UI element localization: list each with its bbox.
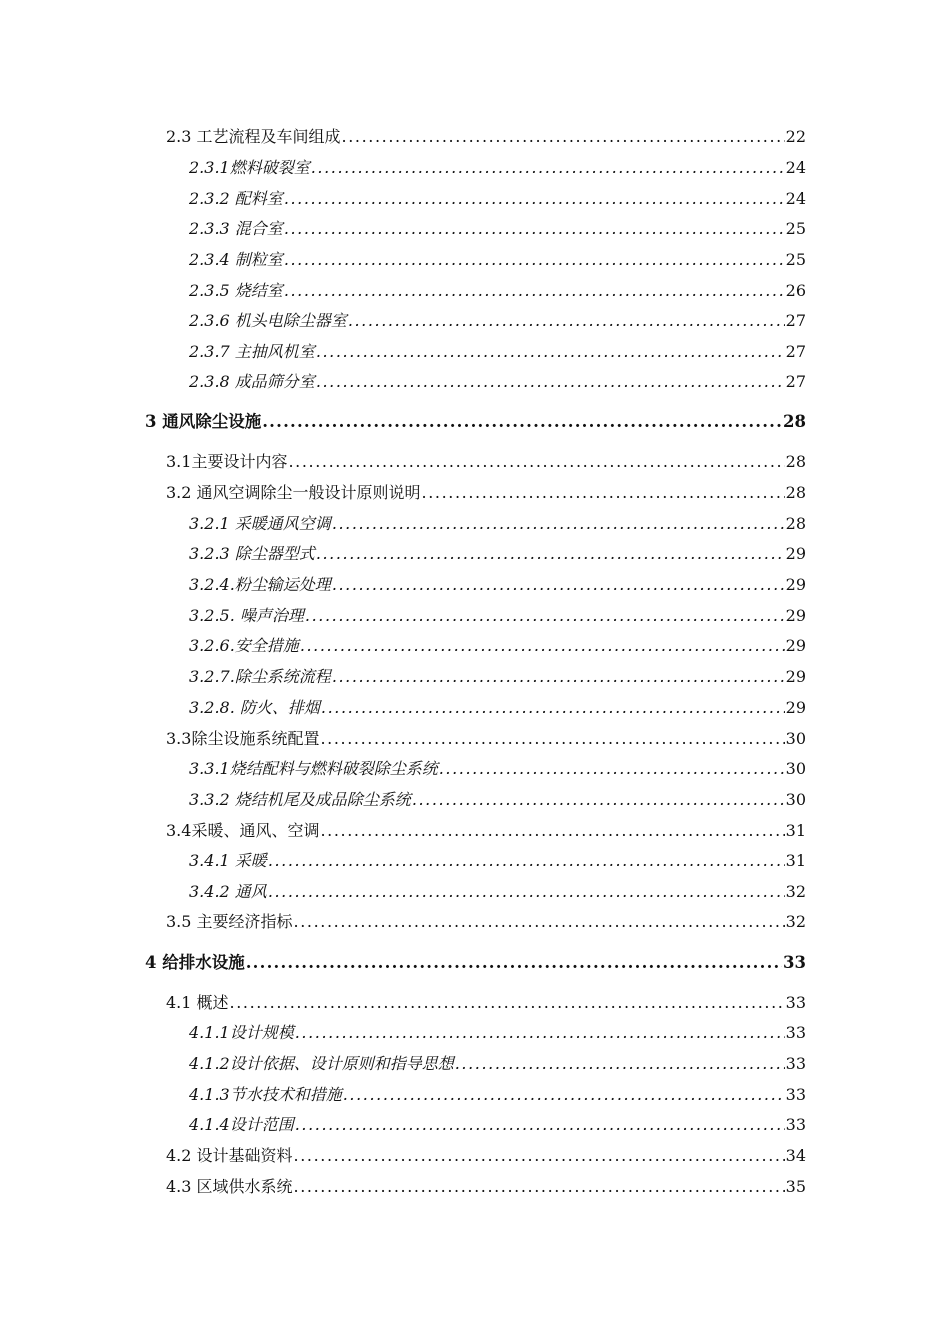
toc-chapter-entry[interactable] (145, 953, 806, 973)
toc-subsection-entry[interactable] (189, 698, 806, 718)
toc-section-entry[interactable] (166, 1177, 806, 1197)
toc-entry-title: 3 通风除尘设施 (145, 412, 262, 431)
dot-leader (342, 127, 785, 147)
dot-leader (284, 250, 785, 270)
toc-entry-title: 4.3 区域供水系统 (166, 1177, 293, 1196)
toc-subsection-entry[interactable] (189, 372, 806, 392)
toc-page-number: 27 (785, 311, 806, 330)
toc-page-number: 30 (785, 790, 806, 809)
toc-section-entry[interactable] (166, 483, 806, 503)
toc-page-number: 31 (785, 821, 806, 840)
dot-leader (348, 311, 785, 331)
toc-subsection-entry[interactable] (189, 759, 806, 779)
toc-entry-title: 2.3.4 制粒室 (189, 250, 283, 269)
toc-entry-title: 4.1.2设计依据、设计原则和指导思想 (189, 1054, 454, 1073)
toc-page-number: 33 (785, 1054, 806, 1073)
toc-page-number: 24 (785, 158, 806, 177)
toc-entry-title: 3.3除尘设施系统配置 (166, 729, 320, 748)
dot-leader (294, 1146, 785, 1166)
toc-page-number: 30 (785, 729, 806, 748)
toc-entry-title: 3.2.8. 防火、排烟 (189, 698, 320, 717)
dot-leader (332, 667, 785, 687)
dot-leader (320, 821, 784, 841)
toc-entry-title: 3.3.2 烧结机尾及成品除尘系统 (189, 790, 411, 809)
toc-page-number: 29 (785, 544, 806, 563)
toc-subsection-entry[interactable] (189, 219, 806, 239)
toc-entry-title: 4.1.3节水技术和措施 (189, 1085, 342, 1104)
toc-entry-title: 4.2 设计基础资料 (166, 1146, 293, 1165)
toc-page-number: 25 (785, 219, 806, 238)
toc-entry-title: 3.3.1烧结配料与燃料破裂除尘系统 (189, 759, 438, 778)
toc-entry-title: 3.4采暖、通风、空调 (166, 821, 320, 840)
toc-subsection-entry[interactable] (189, 790, 806, 810)
toc-subsection-entry[interactable] (189, 158, 806, 178)
toc-subsection-entry[interactable] (189, 544, 806, 564)
dot-leader (230, 993, 785, 1013)
toc-subsection-entry[interactable] (189, 575, 806, 595)
dot-leader (300, 636, 785, 656)
toc-page-number: 27 (785, 342, 806, 361)
dot-leader (295, 1115, 785, 1135)
dot-leader (294, 1177, 785, 1197)
dot-leader (268, 851, 785, 871)
toc-entry-title: 4.1 概述 (166, 993, 229, 1012)
dot-leader (422, 483, 785, 503)
toc-entry-title: 3.4.1 采暖 (189, 851, 267, 870)
dot-leader (288, 452, 784, 472)
dot-leader (294, 912, 785, 932)
toc-section-entry[interactable] (166, 912, 806, 932)
toc-page-number: 25 (785, 250, 806, 269)
dot-leader (284, 281, 785, 301)
toc-entry-title: 2.3 工艺流程及车间组成 (166, 127, 341, 146)
dot-leader (284, 189, 785, 209)
toc-entry-title: 3.2.1 采暖通风空调 (189, 514, 331, 533)
toc-entry-title: 2.3.1燃料破裂室 (189, 158, 310, 177)
dot-leader (332, 514, 785, 534)
toc-page-number: 22 (785, 127, 806, 146)
toc-page-number: 30 (785, 759, 806, 778)
dot-leader (321, 698, 785, 718)
toc-page-number: 28 (785, 514, 806, 533)
toc-entry-title: 2.3.3 混合室 (189, 219, 283, 238)
toc-page-number: 28 (785, 483, 806, 502)
toc-subsection-entry[interactable] (189, 1054, 806, 1074)
dot-leader (316, 342, 785, 362)
dot-leader (332, 575, 785, 595)
toc-entry-title: 3.1主要设计内容 (166, 452, 288, 471)
toc-section-entry[interactable] (166, 993, 806, 1013)
toc-subsection-entry[interactable] (189, 636, 806, 656)
toc-entry-title: 2.3.2 配料室 (189, 189, 283, 208)
toc-entry-title: 4.1.4设计范围 (189, 1115, 294, 1134)
toc-entry-title: 2.3.8 成品筛分室 (189, 372, 315, 391)
dot-leader (262, 412, 782, 432)
toc-page-number: 28 (783, 412, 806, 431)
toc-section-entry[interactable] (166, 821, 806, 841)
toc-entry-title: 3.2.6.安全措施 (189, 636, 299, 655)
toc-subsection-entry[interactable] (189, 1085, 806, 1105)
dot-leader (284, 219, 785, 239)
toc-page-number: 29 (785, 667, 806, 686)
toc-page-number: 35 (785, 1177, 806, 1196)
toc-page-number: 31 (785, 851, 806, 870)
toc-page-number: 34 (785, 1146, 806, 1165)
dot-leader (295, 1023, 785, 1043)
toc-section-entry[interactable] (166, 127, 806, 147)
toc-page-number: 29 (785, 698, 806, 717)
toc-page-number: 29 (785, 636, 806, 655)
dot-leader (246, 953, 782, 973)
toc-subsection-entry[interactable] (189, 851, 806, 871)
toc-subsection-entry[interactable] (189, 250, 806, 270)
dot-leader (268, 882, 785, 902)
dot-leader (316, 544, 785, 564)
toc-subsection-entry[interactable] (189, 311, 806, 331)
toc-entry-title: 2.3.6 机头电除尘器室 (189, 311, 347, 330)
toc-page-number: 32 (785, 912, 806, 931)
toc-entry-title: 3.4.2 通风 (189, 882, 267, 901)
toc-chapter-entry[interactable] (145, 412, 806, 432)
toc-page-number: 32 (785, 882, 806, 901)
dot-leader (311, 158, 785, 178)
toc-section-entry[interactable] (166, 452, 806, 472)
dot-leader (412, 790, 785, 810)
dot-leader (320, 729, 784, 749)
toc-subsection-entry[interactable] (189, 281, 806, 301)
dot-leader (455, 1054, 785, 1074)
toc-page-number: 29 (785, 575, 806, 594)
toc-entry-title: 3.5 主要经济指标 (166, 912, 293, 931)
toc-entry-title: 4.1.1设计规模 (189, 1023, 294, 1042)
dot-leader (439, 759, 785, 779)
toc-page-number: 26 (785, 281, 806, 300)
dot-leader (305, 606, 785, 626)
toc-subsection-entry[interactable] (189, 189, 806, 209)
toc-page-number: 29 (785, 606, 806, 625)
toc-page-number: 33 (785, 1115, 806, 1134)
toc-page-number: 33 (785, 993, 806, 1012)
toc-entry-title: 3.2.3 除尘器型式 (189, 544, 315, 563)
toc-entry-title: 2.3.7 主抽风机室 (189, 342, 315, 361)
toc-entry-title: 3.2.5. 噪声治理 (189, 606, 304, 625)
dot-leader (343, 1085, 785, 1105)
toc-page-number: 33 (783, 953, 806, 972)
toc-entry-title: 3.2.7.除尘系统流程 (189, 667, 331, 686)
toc-subsection-entry[interactable] (189, 882, 806, 902)
toc-page-number: 28 (785, 452, 806, 471)
toc-subsection-entry[interactable] (189, 514, 806, 534)
toc-subsection-entry[interactable] (189, 1023, 806, 1043)
toc-entry-title: 2.3.5 烧结室 (189, 281, 283, 300)
toc-subsection-entry[interactable] (189, 606, 806, 626)
toc-page-number: 33 (785, 1085, 806, 1104)
toc-entry-title: 3.2 通风空调除尘一般设计原则说明 (166, 483, 421, 502)
toc-page-number: 24 (785, 189, 806, 208)
toc-entry-title: 3.2.4.粉尘输运处理 (189, 575, 331, 594)
toc-subsection-entry[interactable] (189, 342, 806, 362)
toc-subsection-entry[interactable] (189, 667, 806, 687)
toc-section-entry[interactable] (166, 729, 806, 749)
dot-leader (316, 372, 785, 392)
toc-page-number: 27 (785, 372, 806, 391)
toc-entry-title: 4 给排水设施 (145, 953, 245, 972)
toc-section-entry[interactable] (166, 1146, 806, 1166)
toc-subsection-entry[interactable] (189, 1115, 806, 1135)
toc-page-number: 33 (785, 1023, 806, 1042)
